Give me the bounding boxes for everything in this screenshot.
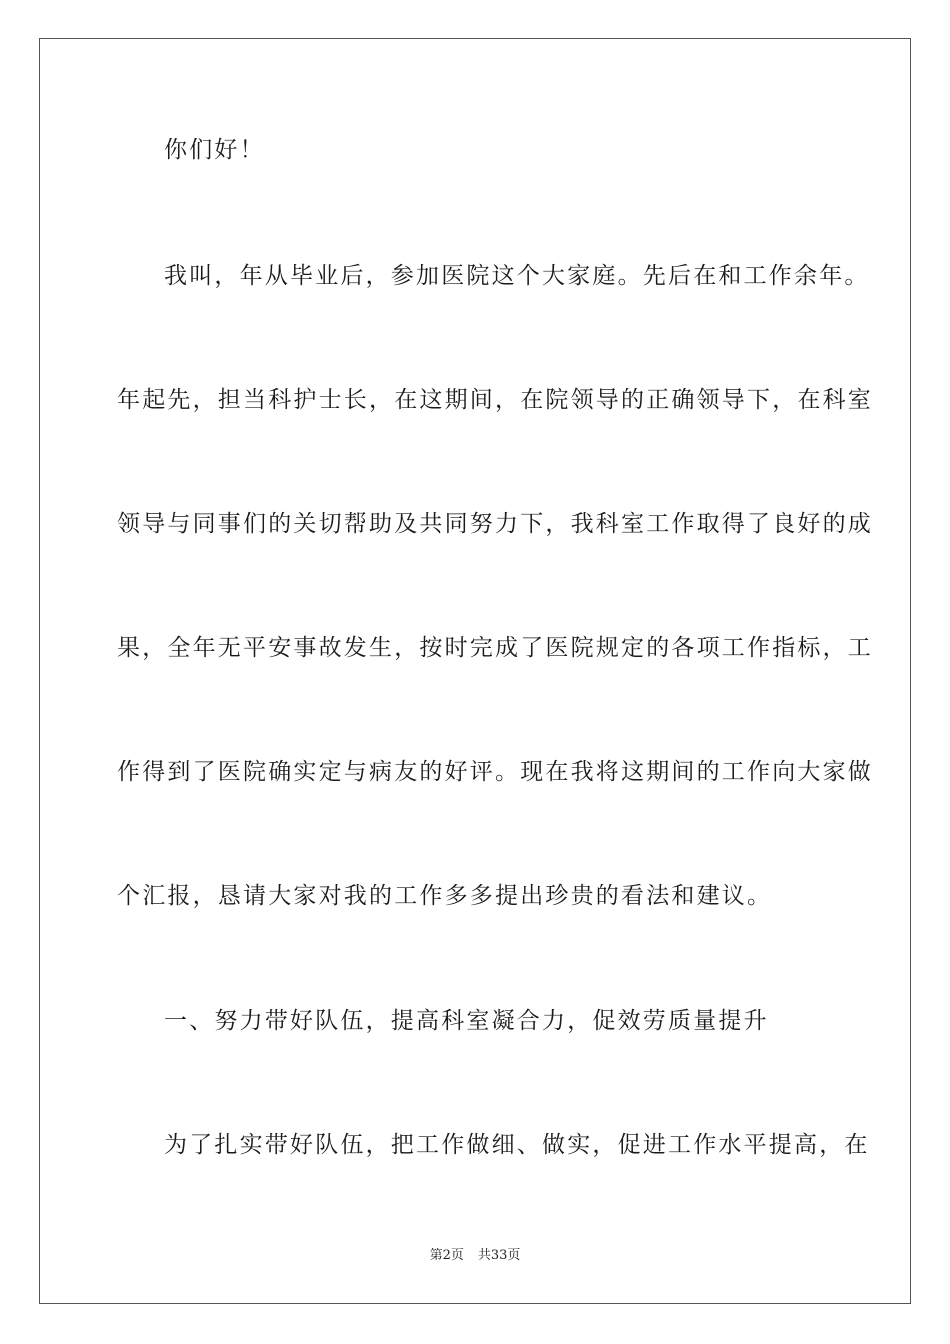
page-number: 第2页 [429, 1248, 464, 1263]
paragraph-line: 为了扎实带好队伍，把工作做细、做实，促进工作水平提高，在 [164, 1132, 870, 1158]
page-total: 共33页 [477, 1248, 521, 1263]
page-footer [0, 1248, 950, 1264]
paragraph-line: 作得到了医院确实定与病友的好评。现在我将这期间的工作向大家做 [117, 759, 873, 785]
section-heading: 一、努力带好队伍，提高科室凝合力，促效劳质量提升 [164, 1008, 769, 1034]
paragraph-line: 果，全年无平安事故发生，按时完成了医院规定的各项工作指标，工 [117, 635, 873, 661]
greeting-line: 你们好！ [164, 137, 265, 163]
paragraph-line: 我叫，年从毕业后，参加医院这个大家庭。先后在和工作余年。 [164, 263, 870, 289]
paragraph-line: 领导与同事们的关切帮助及共同努力下，我科室工作取得了良好的成 [117, 511, 873, 537]
page-border [39, 38, 911, 1304]
paragraph-line: 个汇报，恳请大家对我的工作多多提出珍贵的看法和建议。 [117, 883, 773, 909]
paragraph-line: 年起先，担当科护士长，在这期间，在院领导的正确领导下，在科室 [117, 387, 873, 413]
